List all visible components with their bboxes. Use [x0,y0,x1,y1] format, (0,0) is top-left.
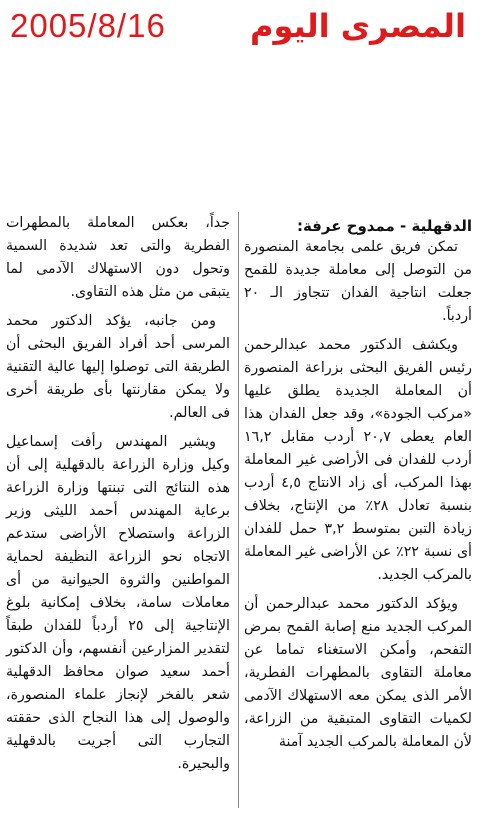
byline: الدقهلية - ممدوح عرفة: [296,217,472,235]
paragraph: تمكن فريق علمى بجامعة المنصورة من التوصل إلى معاملة جديدة للقمح جعلت انتاجية الفدان تتجاوز الـ ٢٠ أردباً. [244,239,472,324]
headline-line-2 [0,136,480,202]
paragraph: ويكشف الدكتور محمد عبدالرحمن رئيس الفريق البحثى بزراعة المنصورة أن المعاملة الجديدة يطلق عليها «مركب الجودة»، وقد جعل الفدان هذا العام يعطى ٢٠,٧ أردب مقابل ١٦,٢ أردب للفدان فى الأراضى غير المعاملة بهذا المركب، أى زاد الانتاج ٤,٥ أردب بنسبة تعادل ٢٨٪ من الإنتاج، بخلاف زيادة التبن بمتوسط ٣,٢ حمل للفدان أى نسبة ٢٢٪ عن الأراضى غير المعاملة بالمركب الجديد. [244,337,473,583]
paragraph: جداً، بعكس المعاملة بالمطهرات الفطرية والتى تعد شديدة السمية وتحول دون الاستهلاك الآدمى لما يتبقى من مثل هذه التقاوى. [6,215,230,300]
headline-line-1 [0,74,480,134]
column-divider [238,212,239,808]
paragraph: ويشير المهندس رأفت إسماعيل وكيل وزارة الزراعة بالدقهلية إلى أن هذه النتائج التى تبنتها وزارة الزراعة برعاية المهندس أحمد الليثى وزير الزراعة واستصلاح الأراضى ستدعم الاتجاه نحو الزراعة النظيفة لحماية المواطنين والثروة الحيوانية من أى معاملات سامة، بخلاف إمكانية بلوغ الإنتاجية إلى ٢٥ أردباً للفدان طبقاً لتقدير المزارعين أنفسهم، وأن الدكتور أحمد سعيد صوان محافظ الدقهلية شعر بالفخر لإنجاز علماء المنصورة، والوصول إلى هذا النجاح الذى حققته التجارب التى أجريت بالدقهلية والبحيرة. [6,434,230,772]
paragraph: ويؤكد الدكتور محمد عبدالرحمن أن المركب الجديد منع إصابة القمح بمرض التفحم، وأمكن الاستغناء تماما عن معاملة التقاوى بالمطهرات الفطرية، الأمر الذى يمكن معه الاستهلاك الآدمى لكميات التقاوى المتبقية من الزراعة، لأن المعاملة بالمركب الجديد آمنة [244,596,472,750]
masthead [0,0,480,52]
article-column-left [6,212,230,782]
paragraph: ومن جانبه، يؤكد الدكتور محمد المرسى أحد أفراد الفريق البحثى أن الطريقة التى توصلوا إليها عالية التقنية ولا يمكن مقارنتها بأى طريقة أخرى فى العالم. [6,313,230,421]
article-column-right [244,236,472,760]
newspaper-name: المصرى اليوم [250,7,466,45]
publication-date: 2005/8/16 [10,7,166,44]
